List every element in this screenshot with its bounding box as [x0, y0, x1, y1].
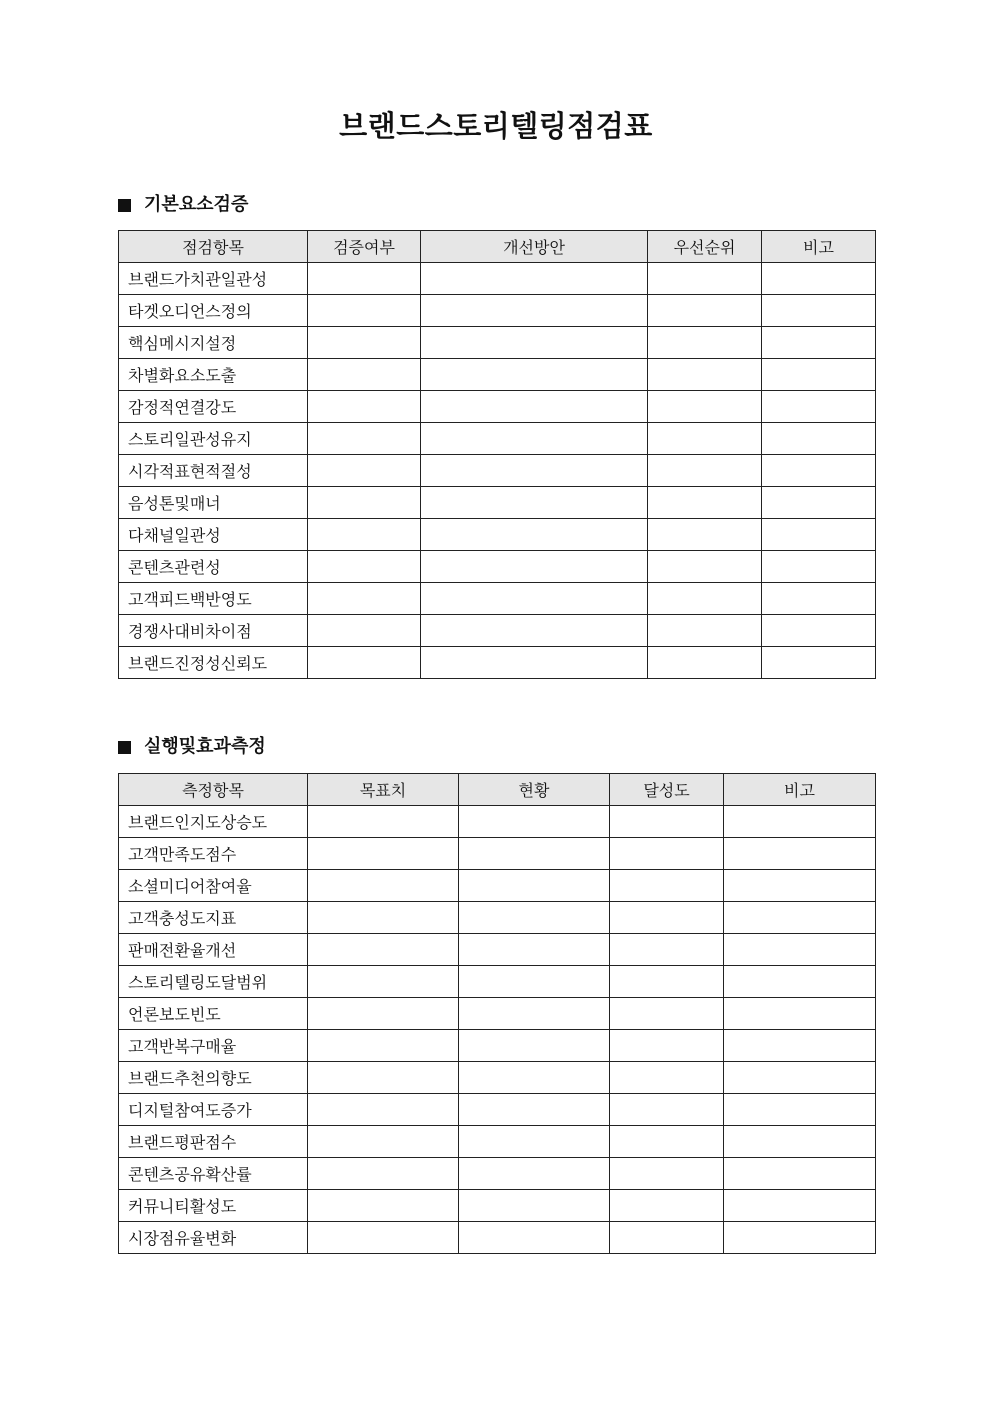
empty-cell[interactable]	[610, 838, 724, 870]
row-label: 콘텐츠관련성	[119, 551, 308, 583]
row-label: 고객만족도점수	[119, 838, 308, 870]
row-label: 브랜드평판점수	[119, 1126, 308, 1158]
empty-cell[interactable]	[724, 1062, 876, 1094]
table-header-row	[119, 774, 876, 806]
empty-cell[interactable]	[610, 902, 724, 934]
empty-cell[interactable]	[308, 1094, 459, 1126]
row-label: 시각적표현적절성	[119, 455, 308, 487]
empty-cell[interactable]	[308, 359, 421, 391]
empty-cell[interactable]	[724, 1158, 876, 1190]
empty-cell[interactable]	[308, 902, 459, 934]
table-row	[119, 838, 876, 870]
basic-elements-table	[118, 230, 876, 679]
table-row	[119, 455, 876, 487]
row-label: 고객반복구매율	[119, 1030, 308, 1062]
empty-cell[interactable]	[648, 551, 762, 583]
empty-cell[interactable]	[459, 966, 610, 998]
empty-cell[interactable]	[421, 359, 648, 391]
empty-cell[interactable]	[459, 1062, 610, 1094]
empty-cell[interactable]	[421, 647, 648, 679]
empty-cell[interactable]	[610, 1062, 724, 1094]
empty-cell[interactable]	[610, 806, 724, 838]
empty-cell[interactable]	[762, 647, 876, 679]
empty-cell[interactable]	[762, 263, 876, 295]
table-row	[119, 295, 876, 327]
table-row	[119, 1158, 876, 1190]
table-row	[119, 934, 876, 966]
empty-cell[interactable]	[459, 1030, 610, 1062]
table-row	[119, 1094, 876, 1126]
row-label: 음성톤및매너	[119, 487, 308, 519]
empty-cell[interactable]	[762, 487, 876, 519]
empty-cell[interactable]	[610, 1222, 724, 1254]
column-header: 검증여부	[308, 231, 421, 263]
empty-cell[interactable]	[308, 583, 421, 615]
empty-cell[interactable]	[724, 1094, 876, 1126]
table-row	[119, 647, 876, 679]
empty-cell[interactable]	[308, 1062, 459, 1094]
empty-cell[interactable]	[648, 615, 762, 647]
empty-cell[interactable]	[308, 966, 459, 998]
table-row	[119, 263, 876, 295]
table-row	[119, 551, 876, 583]
empty-cell[interactable]	[308, 1222, 459, 1254]
table-row	[119, 1062, 876, 1094]
table-row	[119, 487, 876, 519]
empty-cell[interactable]	[648, 487, 762, 519]
section-heading-label: 실행및효과측정	[144, 736, 266, 757]
empty-cell[interactable]	[308, 295, 421, 327]
empty-cell[interactable]	[648, 647, 762, 679]
empty-cell[interactable]	[610, 998, 724, 1030]
empty-cell[interactable]	[648, 391, 762, 423]
row-label: 스토리텔링도달범위	[119, 966, 308, 998]
empty-cell[interactable]	[421, 391, 648, 423]
empty-cell[interactable]	[610, 934, 724, 966]
row-label: 브랜드가치관일관성	[119, 263, 308, 295]
row-label: 고객피드백반영도	[119, 583, 308, 615]
table-row	[119, 870, 876, 902]
empty-cell[interactable]	[421, 423, 648, 455]
section-heading-measurement	[118, 735, 266, 759]
empty-cell[interactable]	[762, 519, 876, 551]
table-row	[119, 966, 876, 998]
table-row	[119, 902, 876, 934]
empty-cell[interactable]	[308, 519, 421, 551]
table-row	[119, 359, 876, 391]
empty-cell[interactable]	[421, 615, 648, 647]
row-label: 스토리일관성유지	[119, 423, 308, 455]
column-header: 우선순위	[648, 231, 762, 263]
row-label: 브랜드진정성신뢰도	[119, 647, 308, 679]
empty-cell[interactable]	[308, 1158, 459, 1190]
empty-cell[interactable]	[762, 551, 876, 583]
table-row	[119, 806, 876, 838]
empty-cell[interactable]	[421, 295, 648, 327]
empty-cell[interactable]	[724, 806, 876, 838]
empty-cell[interactable]	[610, 870, 724, 902]
row-label: 감정적연결강도	[119, 391, 308, 423]
empty-cell[interactable]	[308, 806, 459, 838]
empty-cell[interactable]	[762, 295, 876, 327]
empty-cell[interactable]	[762, 423, 876, 455]
empty-cell[interactable]	[421, 487, 648, 519]
table-row	[119, 1190, 876, 1222]
row-label: 디지털참여도증가	[119, 1094, 308, 1126]
empty-cell[interactable]	[308, 838, 459, 870]
empty-cell[interactable]	[724, 1030, 876, 1062]
empty-cell[interactable]	[762, 615, 876, 647]
table-row	[119, 1126, 876, 1158]
empty-cell[interactable]	[308, 263, 421, 295]
empty-cell[interactable]	[724, 870, 876, 902]
empty-cell[interactable]	[648, 519, 762, 551]
empty-cell[interactable]	[459, 1126, 610, 1158]
empty-cell[interactable]	[724, 838, 876, 870]
empty-cell[interactable]	[610, 1126, 724, 1158]
empty-cell[interactable]	[610, 1030, 724, 1062]
table-row	[119, 583, 876, 615]
empty-cell[interactable]	[610, 966, 724, 998]
row-label: 다채널일관성	[119, 519, 308, 551]
column-header: 점검항목	[119, 231, 308, 263]
column-header: 비고	[762, 231, 876, 263]
empty-cell[interactable]	[724, 966, 876, 998]
empty-cell[interactable]	[610, 1094, 724, 1126]
empty-cell[interactable]	[308, 1190, 459, 1222]
row-label: 경쟁사대비차이점	[119, 615, 308, 647]
table-row	[119, 1222, 876, 1254]
empty-cell[interactable]	[308, 998, 459, 1030]
empty-cell[interactable]	[308, 934, 459, 966]
empty-cell[interactable]	[459, 870, 610, 902]
empty-cell[interactable]	[459, 902, 610, 934]
empty-cell[interactable]	[308, 1030, 459, 1062]
empty-cell[interactable]	[308, 647, 421, 679]
column-header: 달성도	[610, 774, 724, 806]
empty-cell[interactable]	[724, 1126, 876, 1158]
empty-cell[interactable]	[648, 455, 762, 487]
document-title: 브랜드스토리텔링점검표	[339, 109, 653, 143]
empty-cell[interactable]	[459, 1094, 610, 1126]
empty-cell[interactable]	[421, 263, 648, 295]
empty-cell[interactable]	[648, 423, 762, 455]
empty-cell[interactable]	[459, 1158, 610, 1190]
empty-cell[interactable]	[308, 615, 421, 647]
empty-cell[interactable]	[762, 359, 876, 391]
empty-cell[interactable]	[308, 870, 459, 902]
empty-cell[interactable]	[648, 359, 762, 391]
table-header-row	[119, 231, 876, 263]
row-label: 소셜미디어참여율	[119, 870, 308, 902]
row-label: 언론보도빈도	[119, 998, 308, 1030]
empty-cell[interactable]	[421, 519, 648, 551]
row-label: 브랜드추천의향도	[119, 1062, 308, 1094]
empty-cell[interactable]	[459, 806, 610, 838]
table-row	[119, 1030, 876, 1062]
empty-cell[interactable]	[308, 1126, 459, 1158]
empty-cell[interactable]	[308, 487, 421, 519]
row-label: 콘텐츠공유확산률	[119, 1158, 308, 1190]
column-header: 목표치	[308, 774, 459, 806]
empty-cell[interactable]	[421, 551, 648, 583]
column-header: 비고	[724, 774, 876, 806]
empty-cell[interactable]	[308, 423, 421, 455]
empty-cell[interactable]	[762, 327, 876, 359]
empty-cell[interactable]	[308, 391, 421, 423]
empty-cell[interactable]	[724, 902, 876, 934]
empty-cell[interactable]	[648, 263, 762, 295]
empty-cell[interactable]	[724, 1190, 876, 1222]
row-label: 핵심메시지설정	[119, 327, 308, 359]
row-label: 고객충성도지표	[119, 902, 308, 934]
empty-cell[interactable]	[762, 455, 876, 487]
square-bullet-icon	[118, 199, 131, 212]
empty-cell[interactable]	[724, 998, 876, 1030]
empty-cell[interactable]	[610, 1158, 724, 1190]
empty-cell[interactable]	[648, 295, 762, 327]
empty-cell[interactable]	[459, 1222, 610, 1254]
section-heading-label: 기본요소검증	[144, 194, 249, 215]
empty-cell[interactable]	[459, 934, 610, 966]
column-header: 현황	[459, 774, 610, 806]
row-label: 브랜드인지도상승도	[119, 806, 308, 838]
section-heading-basic	[118, 193, 248, 217]
empty-cell[interactable]	[762, 583, 876, 615]
empty-cell[interactable]	[459, 838, 610, 870]
empty-cell[interactable]	[421, 455, 648, 487]
empty-cell[interactable]	[308, 551, 421, 583]
empty-cell[interactable]	[459, 998, 610, 1030]
table-row	[119, 423, 876, 455]
row-label: 커뮤니티활성도	[119, 1190, 308, 1222]
empty-cell[interactable]	[308, 327, 421, 359]
row-label: 시장점유율변화	[119, 1222, 308, 1254]
empty-cell[interactable]	[648, 583, 762, 615]
table-row	[119, 327, 876, 359]
empty-cell[interactable]	[421, 327, 648, 359]
row-label: 차별화요소도출	[119, 359, 308, 391]
empty-cell[interactable]	[308, 455, 421, 487]
row-label: 판매전환율개선	[119, 934, 308, 966]
column-header: 개선방안	[421, 231, 648, 263]
empty-cell[interactable]	[610, 1190, 724, 1222]
empty-cell[interactable]	[459, 1190, 610, 1222]
empty-cell[interactable]	[724, 934, 876, 966]
table-row	[119, 391, 876, 423]
table-row	[119, 519, 876, 551]
empty-cell[interactable]	[648, 327, 762, 359]
empty-cell[interactable]	[724, 1222, 876, 1254]
table-row	[119, 998, 876, 1030]
column-header: 측정항목	[119, 774, 308, 806]
empty-cell[interactable]	[762, 391, 876, 423]
empty-cell[interactable]	[421, 583, 648, 615]
table-row	[119, 615, 876, 647]
row-label: 타겟오디언스정의	[119, 295, 308, 327]
square-bullet-icon	[118, 741, 131, 754]
measurement-table	[118, 773, 876, 1254]
